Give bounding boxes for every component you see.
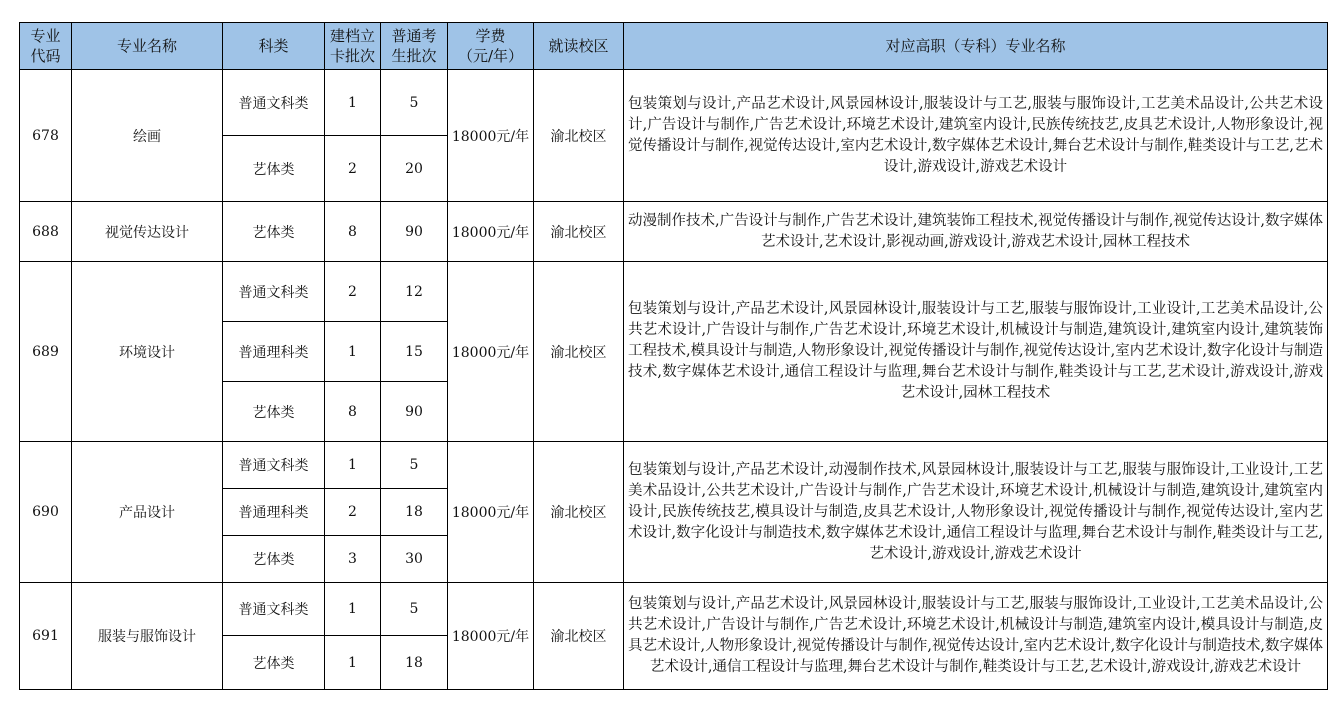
header-code: 专业 代码: [20, 23, 72, 70]
header-normal-batch: 普通考 生批次: [381, 23, 448, 70]
category: 艺体类: [223, 202, 325, 262]
vocational-majors: 包装策划与设计,产品艺术设计,风景园林设计,服装设计与工艺,服装与服饰设计,工业设计,工艺美术品设计,公共艺术设计,广告设计与制作,广告艺术设计,环境艺术设计,机械设计与制造,建筑设计,建筑室内设计,建筑装饰工程技术,模具设计与制造,人物形象设计,视觉传播设计与制作,视觉传达设计,室内艺术设计,数字化设计与制造技术,数字媒体艺术设计,通信工程设计与监理,舞台艺术设计与制作,鞋类设计与工艺,艺术设计,游戏设计,游戏艺术设计,园林工程技术: [624, 262, 1328, 442]
poverty-batch: 1: [325, 322, 381, 382]
tuition-fee: 18000元/年: [448, 70, 534, 202]
major-name: 服装与服饰设计: [72, 583, 223, 690]
category: 艺体类: [223, 382, 325, 442]
category: 普通文科类: [223, 70, 325, 136]
vocational-majors: 动漫制作技术,广告设计与制作,广告艺术设计,建筑装饰工程技术,视觉传播设计与制作,视觉传达设计,数字媒体艺术设计,艺术设计,影视动画,游戏设计,游戏艺术设计,园林工程技术: [624, 202, 1328, 262]
poverty-batch: 2: [325, 262, 381, 322]
poverty-batch: 3: [325, 536, 381, 583]
category: 普通文科类: [223, 262, 325, 322]
tuition-fee: 18000元/年: [448, 202, 534, 262]
normal-batch: 5: [381, 442, 448, 489]
campus: 渝北校区: [534, 583, 624, 690]
category: 普通理科类: [223, 322, 325, 382]
major-name: 产品设计: [72, 442, 223, 583]
category: 普通文科类: [223, 442, 325, 489]
vocational-majors: 包装策划与设计,产品艺术设计,风景园林设计,服装设计与工艺,服装与服饰设计,工业设计,工艺美术品设计,公共艺术设计,广告设计与制作,广告艺术设计,环境艺术设计,机械设计与制造,建筑室内设计,模具设计与制造,皮具艺术设计,人物形象设计,视觉传播设计与制作,视觉传达设计,室内艺术设计,数字化设计与制造技术,数字媒体艺术设计,通信工程设计与监理,舞台艺术设计与制作,鞋类设计与工艺,艺术设计,游戏设计,游戏艺术设计: [624, 583, 1328, 690]
header-majors: 对应高职（专科）专业名称: [624, 23, 1328, 70]
category: 艺体类: [223, 536, 325, 583]
header-poverty-batch: 建档立 卡批次: [325, 23, 381, 70]
normal-batch: 18: [381, 489, 448, 536]
campus: 渝北校区: [534, 70, 624, 202]
vocational-majors: 包装策划与设计,产品艺术设计,动漫制作技术,风景园林设计,服装设计与工艺,服装与服饰设计,工业设计,工艺美术品设计,公共艺术设计,广告设计与制作,广告艺术设计,环境艺术设计,机械设计与制造,建筑设计,建筑室内设计,民族传统技艺,模具设计与制造,皮具艺术设计,人物形象设计,视觉传播设计与制作,视觉传达设计,室内艺术设计,数字化设计与制造技术,数字媒体艺术设计,通信工程设计与监理,舞台艺术设计与制作,鞋类设计与工艺,艺术设计,游戏设计,游戏艺术设计: [624, 442, 1328, 583]
header-category: 科类: [223, 23, 325, 70]
table-row: [20, 262, 1328, 322]
major-code: 690: [20, 442, 72, 583]
header-name: 专业名称: [72, 23, 223, 70]
normal-batch: 5: [381, 583, 448, 636]
normal-batch: 12: [381, 262, 448, 322]
campus: 渝北校区: [534, 442, 624, 583]
table-row: [20, 70, 1328, 136]
campus: 渝北校区: [534, 262, 624, 442]
category: 普通文科类: [223, 583, 325, 636]
poverty-batch: 2: [325, 489, 381, 536]
campus: 渝北校区: [534, 202, 624, 262]
tuition-fee: 18000元/年: [448, 442, 534, 583]
poverty-batch: 2: [325, 136, 381, 202]
poverty-batch: 8: [325, 202, 381, 262]
major-name: 绘画: [72, 70, 223, 202]
category: 普通理科类: [223, 489, 325, 536]
table-row: [20, 202, 1328, 262]
category: 艺体类: [223, 136, 325, 202]
table-row: [20, 583, 1328, 636]
normal-batch: 90: [381, 382, 448, 442]
vocational-majors: 包装策划与设计,产品艺术设计,风景园林设计,服装设计与工艺,服装与服饰设计,工艺美术品设计,公共艺术设计,广告设计与制作,广告艺术设计,环境艺术设计,建筑室内设计,民族传统技艺,皮具艺术设计,人物形象设计,视觉传播设计与制作,视觉传达设计,室内艺术设计,数字媒体艺术设计,舞台艺术设计与制作,鞋类设计与工艺,艺术设计,游戏设计,游戏艺术设计: [624, 70, 1328, 202]
table-row: [20, 442, 1328, 489]
poverty-batch: 8: [325, 382, 381, 442]
normal-batch: 18: [381, 636, 448, 690]
major-name: 视觉传达设计: [72, 202, 223, 262]
poverty-batch: 1: [325, 70, 381, 136]
normal-batch: 15: [381, 322, 448, 382]
majors-table: [19, 22, 1328, 690]
major-code: 688: [20, 202, 72, 262]
header-campus: 就读校区: [534, 23, 624, 70]
header-row: [20, 23, 1328, 70]
normal-batch: 20: [381, 136, 448, 202]
major-code: 691: [20, 583, 72, 690]
poverty-batch: 1: [325, 442, 381, 489]
normal-batch: 5: [381, 70, 448, 136]
header-fee: 学费 （元/年）: [448, 23, 534, 70]
tuition-fee: 18000元/年: [448, 262, 534, 442]
normal-batch: 30: [381, 536, 448, 583]
poverty-batch: 1: [325, 583, 381, 636]
major-code: 689: [20, 262, 72, 442]
major-name: 环境设计: [72, 262, 223, 442]
tuition-fee: 18000元/年: [448, 583, 534, 690]
major-code: 678: [20, 70, 72, 202]
poverty-batch: 1: [325, 636, 381, 690]
normal-batch: 90: [381, 202, 448, 262]
category: 艺体类: [223, 636, 325, 690]
